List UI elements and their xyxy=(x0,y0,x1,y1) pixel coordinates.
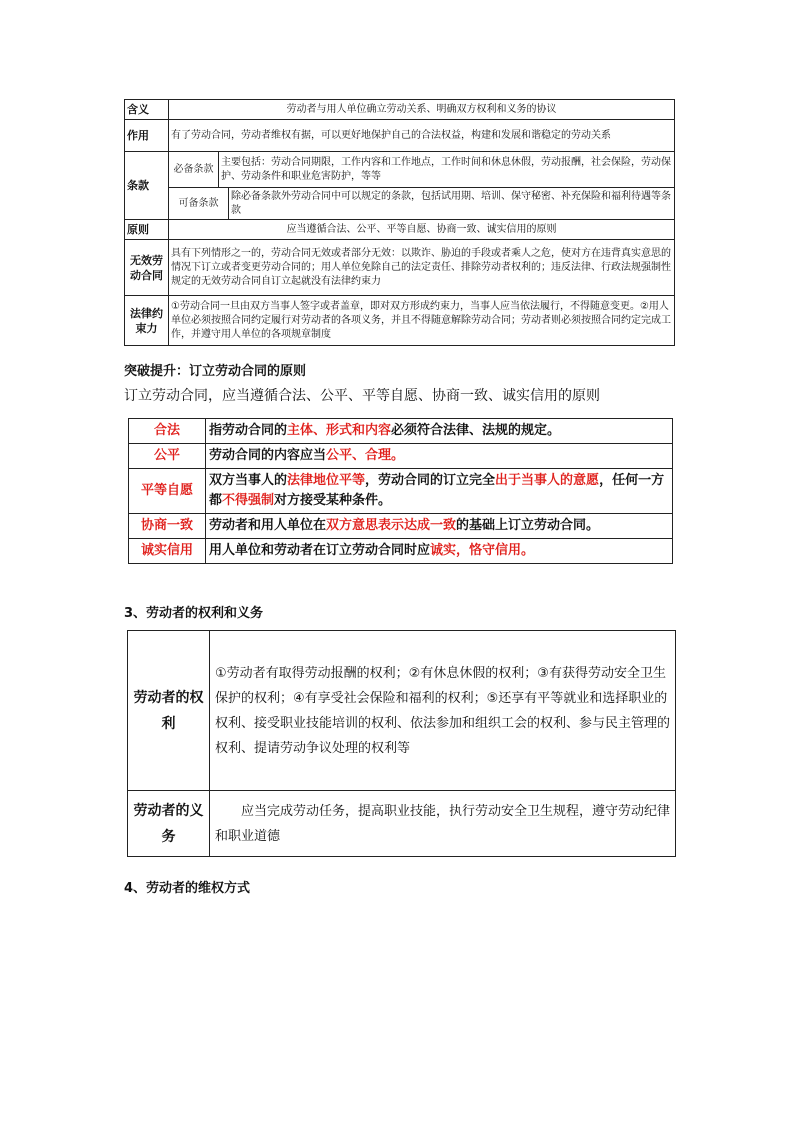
row-text-function: 有了劳动合同，劳动者维权有据，可以更好地保护自己的合法权益，构建和发展和谐稳定的劳动关系 xyxy=(169,120,675,152)
row-label-binding: 法律约束力 xyxy=(125,296,169,346)
table-row xyxy=(125,152,675,188)
principle-consensus: 协商一致 xyxy=(129,514,206,539)
sub-label-optional: 可备条款 xyxy=(169,188,229,220)
principle-fair-desc: 劳动合同的内容应当公平、合理。 xyxy=(206,444,673,469)
row-label-invalid: 无效劳动合同 xyxy=(125,240,169,296)
principles-table xyxy=(128,418,673,564)
row-text-meaning: 劳动者与用人单位确立劳动关系、明确双方权利和义务的协议 xyxy=(169,100,675,120)
principle-fair: 公平 xyxy=(129,444,206,469)
table-row xyxy=(125,220,675,240)
breakthrough-paragraph: 订立劳动合同，应当遵循合法、公平、平等自愿、协商一致、诚实信用的原则 xyxy=(124,388,600,404)
table-row xyxy=(129,444,673,469)
table-row xyxy=(125,100,675,120)
table-row xyxy=(125,120,675,152)
principle-legal: 合法 xyxy=(129,419,206,444)
table-row xyxy=(125,188,675,220)
table-row xyxy=(129,514,673,539)
row-text-principle: 应当遵循合法、公平、平等自愿、协商一致、诚实信用的原则 xyxy=(169,220,675,240)
row-label-function: 作用 xyxy=(125,120,169,152)
principle-honesty-desc: 用人单位和劳动者在订立劳动合同时应诚实，恪守信用。 xyxy=(206,539,673,564)
breakthrough-title: 突破提升：订立劳动合同的原则 xyxy=(124,364,307,379)
rights-duties-table xyxy=(127,630,676,857)
table-row xyxy=(129,419,673,444)
row-label-meaning: 含义 xyxy=(125,100,169,120)
row-label-clauses: 条款 xyxy=(125,152,169,220)
table-row xyxy=(128,791,676,857)
duties-label: 劳动者的义务 xyxy=(128,791,210,857)
principle-voluntary: 平等自愿 xyxy=(129,469,206,514)
section4-title: 4、劳动者的维权方式 xyxy=(124,881,251,896)
row-text-binding: ①劳动合同一旦由双方当事人签字或者盖章，即对双方形成约束力，当事人应当依法履行，不得随意变更。②用人单位必须按照合同约定履行对劳动者的各项义务，并且不得随意解除劳动合同；劳动者则必须按照合同约定完成工作，并遵守用人单位的各项规章制度 xyxy=(169,296,675,346)
duties-text: 应当完成劳动任务，提高职业技能，执行劳动安全卫生规程，遵守劳动纪律和职业道德 xyxy=(210,791,676,857)
table-row xyxy=(125,240,675,296)
rights-label: 劳动者的权利 xyxy=(128,631,210,791)
table-row xyxy=(129,469,673,514)
labor-contract-table xyxy=(124,99,675,346)
section3-title: 3、劳动者的权利和义务 xyxy=(124,606,264,621)
principle-voluntary-desc: 双方当事人的法律地位平等，劳动合同的订立完全出于当事人的意愿，任何一方都不得强制对方接受某种条件。 xyxy=(206,469,673,514)
sub-label-required: 必备条款 xyxy=(169,152,219,188)
sub-text-required: 主要包括：劳动合同期限，工作内容和工作地点，工作时间和休息休假，劳动报酬，社会保险，劳动保护、劳动条件和职业危害防护，等等 xyxy=(219,152,675,188)
table-row xyxy=(129,539,673,564)
row-label-principle: 原则 xyxy=(125,220,169,240)
table-row xyxy=(125,296,675,346)
rights-text: ①劳动者有取得劳动报酬的权利；②有休息休假的权利；③有获得劳动安全卫生保护的权利；④有享受社会保险和福利的权利；⑤还享有平等就业和选择职业的权利、接受职业技能培训的权利、依法参加和组织工会的权利、参与民主管理的权利、提请劳动争议处理的权利等 xyxy=(210,631,676,791)
table-row xyxy=(128,631,676,791)
principle-honesty: 诚实信用 xyxy=(129,539,206,564)
principle-legal-desc: 指劳动合同的主体、形式和内容必须符合法律、法规的规定。 xyxy=(206,419,673,444)
row-text-invalid: 具有下列情形之一的，劳动合同无效或者部分无效：以欺诈、胁迫的手段或者乘人之危，使对方在违背真实意思的情况下订立或者变更劳动合同的；用人单位免除自己的法定责任、排除劳动者权利的；违反法律、行政法规强制性规定的无效劳动合同自订立起就没有法律约束力 xyxy=(169,240,675,296)
principle-consensus-desc: 劳动者和用人单位在双方意思表示达成一致的基础上订立劳动合同。 xyxy=(206,514,673,539)
sub-text-optional: 除必备条款外劳动合同中可以规定的条款，包括试用期、培训、保守秘密、补充保险和福利待遇等条款 xyxy=(229,188,675,220)
